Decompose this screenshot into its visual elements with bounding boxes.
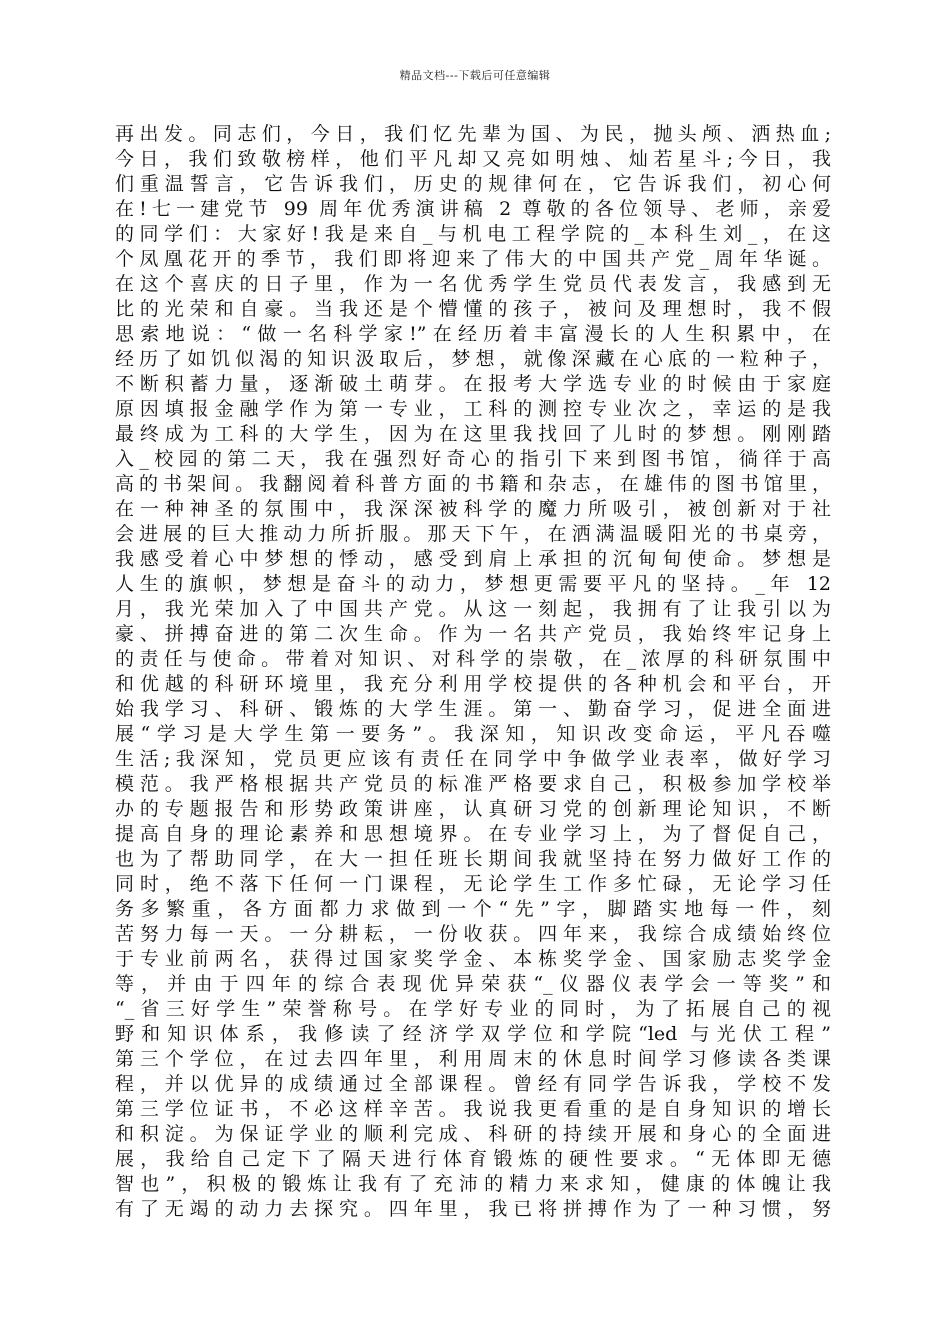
text-line: 豪、拼搏奋进的第二次生命。作为一名共产党员，我始终牢记身上 [115,623,831,645]
text-line: 在这个喜庆的日子里，作为一名优秀学生党员代表发言，我感到无 [115,273,831,295]
text-line: 提高自身的理论素养和思想境界。在专业学习上，为了督促自己， [115,823,831,845]
text-line: 务多繁重，各方面都力求做到一个“先”字，脚踏实地每一件，刻 [115,898,831,920]
text-line: 展“学习是大学生第一要务”。我深知，知识改变命运，平凡吞噬 [115,723,831,745]
text-line: 不断积蓄力量，逐渐破土萌芽。在报考大学选专业的时候由于家庭 [115,373,831,395]
text-line: 第三个学位，在过去四年里，利用周末的休息时间学习修读各类课 [115,1048,831,1070]
text-line: 个凤凰花开的季节，我们即将迎来了伟大的中国共产党_周年华诞。 [115,248,831,270]
text-line: 于专业前两名，获得过国家奖学金、本栋奖学金、国家励志奖学金 [115,948,831,970]
text-line: 思索地说：“做一名科学家!”在经历着丰富漫长的人生积累中，在 [115,323,831,345]
text-line: 生活;我深知，党员更应该有责任在同学中争做学业表率，做好学习 [115,748,831,770]
text-line: 同时，绝不落下任何一门课程，无论学生工作多忙碌，无论学习任 [115,873,831,895]
text-line: 展，我给自己定下了隔天进行体育锻炼的硬性要求。“无体即无德 [115,1148,831,1170]
text-line: 最终成为工科的大学生，因为在这里我找回了儿时的梦想。刚刚踏 [115,423,831,445]
text-line: 在一种神圣的氛围中，我深深被科学的魔力所吸引，被创新对于社 [115,498,831,520]
text-line: 在!七一建党节 99 周年优秀演讲稿 2 尊敬的各位领导、老师，亲爱 [115,198,831,220]
document-body [115,122,831,1222]
text-line: 的责任与使命。带着对知识、对科学的崇敬，在_浓厚的科研氛围中 [115,648,831,670]
text-line: 也为了帮助同学，在大一担任班长期间我就坚持在努力做好工作的 [115,848,831,870]
text-line: 的同学们：大家好!我是来自_与机电工程学院的_本科生刘_，在这 [115,223,831,245]
text-line: 第三学位证书，不必这样辛苦。我说我更看重的是自身知识的增长 [115,1098,831,1120]
text-line: 经历了如饥似渴的知识汲取后，梦想，就像深藏在心底的一粒种子， [115,348,831,370]
text-line: “_省三好学生”荣誉称号。在学好专业的同时，为了拓展自己的视 [115,998,831,1020]
text-line: 野和知识体系，我修读了经济学双学位和学院“led 与光伏工程” [115,1023,831,1045]
text-line: 今日，我们致敬榜样，他们平凡却又亮如明烛、灿若星斗;今日，我 [115,148,831,170]
text-line: 始我学习、科研、锻炼的大学生涯。第一、勤奋学习，促进全面进 [115,698,831,720]
text-line: 等，并由于四年的综合表现优异荣获“_仪器仪表学会一等奖”和 [115,973,831,995]
text-line: 原因填报金融学作为第一专业，工科的测控专业次之，幸运的是我 [115,398,831,420]
text-line: 月，我光荣加入了中国共产党。从这一刻起，我拥有了让我引以为 [115,598,831,620]
text-line: 程，并以优异的成绩通过全部课程。曾经有同学告诉我，学校不发 [115,1073,831,1095]
text-line: 和优越的科研环境里，我充分利用学校提供的各种机会和平台，开 [115,673,831,695]
text-line: 我感受着心中梦想的悸动，感受到肩上承担的沉甸甸使命。梦想是 [115,548,831,570]
text-line: 和积淀。为保证学业的顺利完成、科研的持续开展和身心的全面进 [115,1123,831,1145]
text-line: 智也”，积极的锻炼让我有了充沛的精力来求知，健康的体魄让我 [115,1173,831,1195]
text-line: 模范。我严格根据共产党员的标准严格要求自己，积极参加学校举 [115,773,831,795]
text-line: 会进展的巨大推动力所折服。那天下午，在洒满温暖阳光的书桌旁， [115,523,831,545]
text-line: 有了无竭的动力去探究。四年里，我已将拼搏作为了一种习惯，努 [115,1198,831,1220]
text-line: 比的光荣和自豪。当我还是个懵懂的孩子，被问及理想时，我不假 [115,298,831,320]
text-line: 再出发。同志们，今日，我们忆先辈为国、为民，抛头颅、洒热血; [115,123,831,145]
text-line: 人生的旗帜，梦想是奋斗的动力，梦想更需要平凡的坚持。_年 12 [115,573,831,595]
text-line: 高的书架间。我翻阅着科普方面的书籍和杂志，在雄伟的图书馆里， [115,473,831,495]
page-header: 精品文档---下载后可任意编辑 [399,69,551,82]
text-line: 们重温誓言，它告诉我们，历史的规律何在，它告诉我们，初心何 [115,173,831,195]
text-line: 苦努力每一天。一分耕耘，一份收获。四年来，我综合成绩始终位 [115,923,831,945]
text-line: 入_校园的第二天，我在强烈好奇心的指引下来到图书馆，徜徉于高 [115,448,831,470]
text-line: 办的专题报告和形势政策讲座，认真研习党的创新理论知识，不断 [115,798,831,820]
